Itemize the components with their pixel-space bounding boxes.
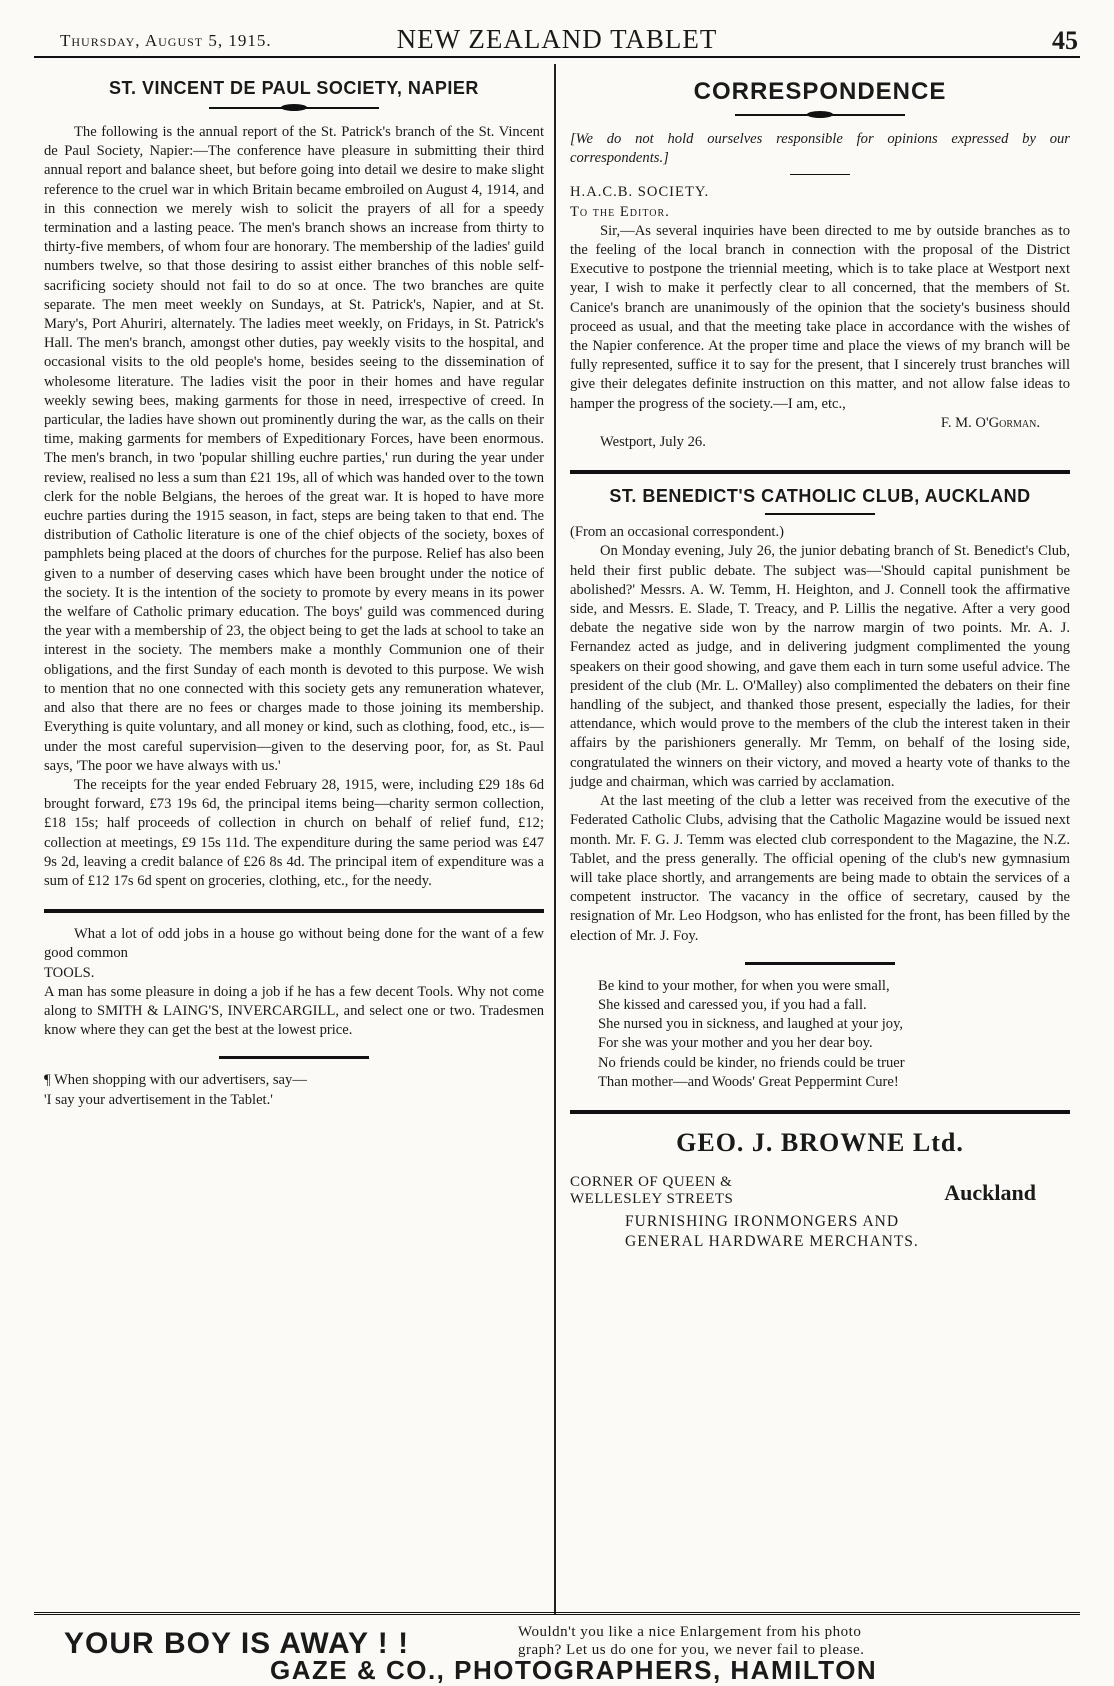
browne-advertisement (570, 1128, 1070, 1248)
page-number: 45 (1052, 26, 1078, 55)
shopping-note-line2: 'I say your advertisement in the Tablet.' (44, 1091, 273, 1108)
club-byline: (From an occasional correspondent.) (570, 524, 784, 541)
to-the-editor: To the Editor. (570, 203, 670, 220)
hacb-title: H.A.C.B. SOCIETY. (570, 184, 710, 201)
poem-line: For she was your mother and you her dear boy. (598, 1035, 873, 1052)
newspaper-title: NEW ZEALAND TABLET (396, 24, 718, 54)
section-rule (570, 470, 1070, 474)
banner-headline: YOUR BOY IS AWAY ! ! (64, 1627, 410, 1660)
hacb-letter: Sir,—As several inquiries have been directed to me by outside branches as to the feeling of the local branch in connection with the proposal of the District Executive to postpone the triennial meeting, which is to take place at Westport next year, I wish to make it perfectly clear to all concerned, that the members of St. Canice's branch are unanimously of the opinion that the society's business should proceed as usual, and that the meeting take place in accordance with the wishes of the Napier conference. At the proper time and place the views of my branch will be fully represented, suffice it to say for the present, that I sincerely trust branches will give their delegates definite instruction on this matter, and not allow false ideas to hamper the progress of the society.—I am, etc., (570, 222, 1070, 412)
section-rule (570, 1110, 1070, 1114)
heading-ornament (735, 110, 905, 120)
ad-trade-line: FURNISHING IRONMONGERS AND (625, 1212, 900, 1230)
club-meeting-paragraph: At the last meeting of the club a letter was received from the executive of the Federated Catholic Clubs, advising that the Catholic Magazine would be issued next month. Mr. F. G. J. Temm was elected club correspondent to the Magazine, the N.Z. Tablet, and the press generally. The official opening of the club's new gymnasium will take place shortly, and arrangements are being made to obtain the services of a competent instructor. The vacancy in the office of secretary, caused by the resignation of Mr. Leo Hodgson, who has enlisted for the front, has been filled by the election of Mr. J. Foy. (570, 793, 1070, 944)
banner-offer (518, 1623, 864, 1659)
issue-date: Thursday, August 5, 1915. (60, 31, 272, 50)
section-rule (745, 962, 895, 965)
bottom-banner-ad (34, 1612, 1080, 1685)
svp-heading: ST. VINCENT DE PAUL SOCIETY, NAPIER (109, 78, 479, 98)
ad-city: Auckland (944, 1179, 1036, 1205)
left-column (44, 70, 544, 1110)
editorial-disclaimer: [We do not hold ourselves responsible for opinions expressed by our correspondents.] (570, 131, 1070, 167)
poem-line: Than mother—and Woods' Great Peppermint Cure! (598, 1073, 899, 1090)
poem-line: No friends could be kinder, no friends could be truer (598, 1054, 905, 1071)
poem-line: She kissed and caressed you, if you had a fall. (598, 996, 867, 1013)
tools-ad-intro: What a lot of odd jobs in a house go without being done for the want of a few good common (44, 926, 544, 962)
masthead (34, 22, 1080, 58)
ad-address (570, 1174, 733, 1208)
heading-ornament (209, 103, 379, 113)
ad-address-line: WELLESLEY STREETS (570, 1190, 734, 1207)
ad-trade (625, 1212, 919, 1252)
letter-signature: F. M. O'Gorman. (940, 414, 1040, 431)
svp-receipts-paragraph: The receipts for the year ended February 28, 1915, were, including £29 18s 6d brought forward, £73 19s 6d, the principal items being—charity sermon collection, £18 15s; half proceeds of collection in church on behalf of relief fund, £12; collection at meetings, £9 15s 11d. The expenditure during the same period was £47 9s 2d, leaving a credit balance of £26 8s 4d. The principal item of expenditure was a sum of £12 17s 6d spent on groceries, clothing, etc., for the needy. (44, 776, 544, 889)
ad-trade-line: GENERAL HARDWARE MERCHANTS. (625, 1232, 919, 1250)
banner-offer-line: graph? Let us do one for you, we never fail to please. (518, 1642, 865, 1658)
section-rule (44, 909, 544, 913)
banner-offer-line: Wouldn't you like a nice Enlargement from his photo (518, 1624, 862, 1640)
ad-address-line: CORNER OF QUEEN & (570, 1173, 733, 1190)
banner-studio-name: GAZE & CO., PHOTOGRAPHERS, HAMILTON (270, 1655, 878, 1685)
section-rule (219, 1056, 369, 1059)
poem-line: She nursed you in sickness, and laughed at your joy, (598, 1016, 904, 1033)
club-debate-paragraph: On Monday evening, July 26, the junior debating branch of St. Benedict's Club, held their first public debate. The subject was—'Should capital punishment be abolished?' Messrs. A. W. Temm, H. Heighton, and J. Connell took the affirmative side, and Messrs. E. Slade, T. Treacy, and P. Lillis the negative. After a very good debate the negative side won by the narrow margin of two points. Mr. A. J. Fernandez acted as judge, and in delivering judgment complimented the young speakers on their good showing, and gave them each in turn some useful advice. The president of the club (Mr. L. O'Malley) also complimented the debaters on their fine handling of the subject, and thanked those present, especially the ladies, for their attendance, which would prove to the members of the club the interest taken in their affairs by the parishioners generally. Mr Temm, on behalf of the losing side, congratulated the winners on their victory, and moved a hearty vote of thanks to the judge and chairman, which was carried by acclamation. (570, 543, 1070, 790)
tools-ad-word: TOOLS. (44, 964, 95, 981)
club-heading: ST. BENEDICT'S CATHOLIC CLUB, AUCKLAND (609, 486, 1031, 507)
short-divider (765, 513, 875, 515)
shopping-note-line1: ¶ When shopping with our advertisers, say— (44, 1072, 307, 1089)
short-divider (790, 174, 850, 175)
right-column (570, 70, 1070, 1248)
tools-ad-body: A man has some pleasure in doing a job if he has a few decent Tools. Why not come along to SMITH & LAING'S, INVERCARGILL, and select one or two. Tradesmen know where they can get the best at the lowest price. (44, 983, 544, 1039)
ad-company-name: GEO. J. BROWNE Ltd. (676, 1127, 964, 1157)
poem-line: Be kind to your mother, for when you were small, (598, 977, 890, 994)
svp-report-paragraph: The following is the annual report of the St. Patrick's branch of the St. Vincent de Paul Society, Napier:—The conference have pleasure in submitting their third annual report and balance sheet, but before going into detail we desire to make slight reference to the cruel war in which Britain became embroiled on August 4, 1914, and in this connection we merely wish to solicit the prayers of all for a speedy termination and a lasting peace. The men's branch shows an increase from thirty to thirty-five members, of whom four are honorary. The membership of the ladies' guild numbers twelve, so that those desiring to assist either branches of this noble self-sacrificing society should not fail to do so at once. The two branches are quite separate. The men meet weekly on Sundays, at St. Patrick's, Napier, and at St. Mary's, Port Ahuriri, alternately. The ladies meet weekly, on Fridays, in St. Patrick's Hall. The men's branch, amongst other duties, pay weekly visits to the hospital, and occasional visits to the old people's home, besides seeing to the dissemination of wholesome literature. The ladies visit the poor in their homes and have regular weekly sewing bees, making garments for those in need, irrespective of creed. In particular, the ladies have shown out prominently during the war, as the calls on their time, making garments for members of Expeditionary Forces, have been enormous. The men's branch, in two 'popular shilling euchre parties,' run during the year under review, realised no less a sum than £21 19s, all of which was handed over to the town clerk for the noble Belgians, the heroes of the great war. It is hoped to have more euchre parties during the 1915 season, in fact, steps are being taken to that end. The distribution of Catholic literature is one of the chief objects of the society, boxes of pamphlets being placed at the doors of churches for the purpose. Relief has also been given to a number of deserving cases which have been brought under the notice of the society. It is the intention of the society to promote by every means in its power the welfare of Catholic primary education. The boys' guild was commenced during the year with a membership of 23, the object being to get the lads at school to take an interest in the society. The members make a monthly Communion one of their obligations, and the first Sunday of each month is devoted to this purpose. We wish to mention that no one connected with this society gets any remuneration whatever, and also that there are no fees or charges made to those joining its membership. Everything is quite voluntary, and all money or kind, such as clothing, food, etc., is—under the most careful supervision—given to the deserving poor, for, as St. Paul says, 'The poor we have always with us.' (44, 124, 545, 774)
peppermint-poem (570, 977, 1070, 1092)
correspondence-heading: CORRESPONDENCE (693, 78, 947, 105)
letter-place-date: Westport, July 26. (600, 434, 706, 451)
column-divider (554, 64, 556, 1614)
